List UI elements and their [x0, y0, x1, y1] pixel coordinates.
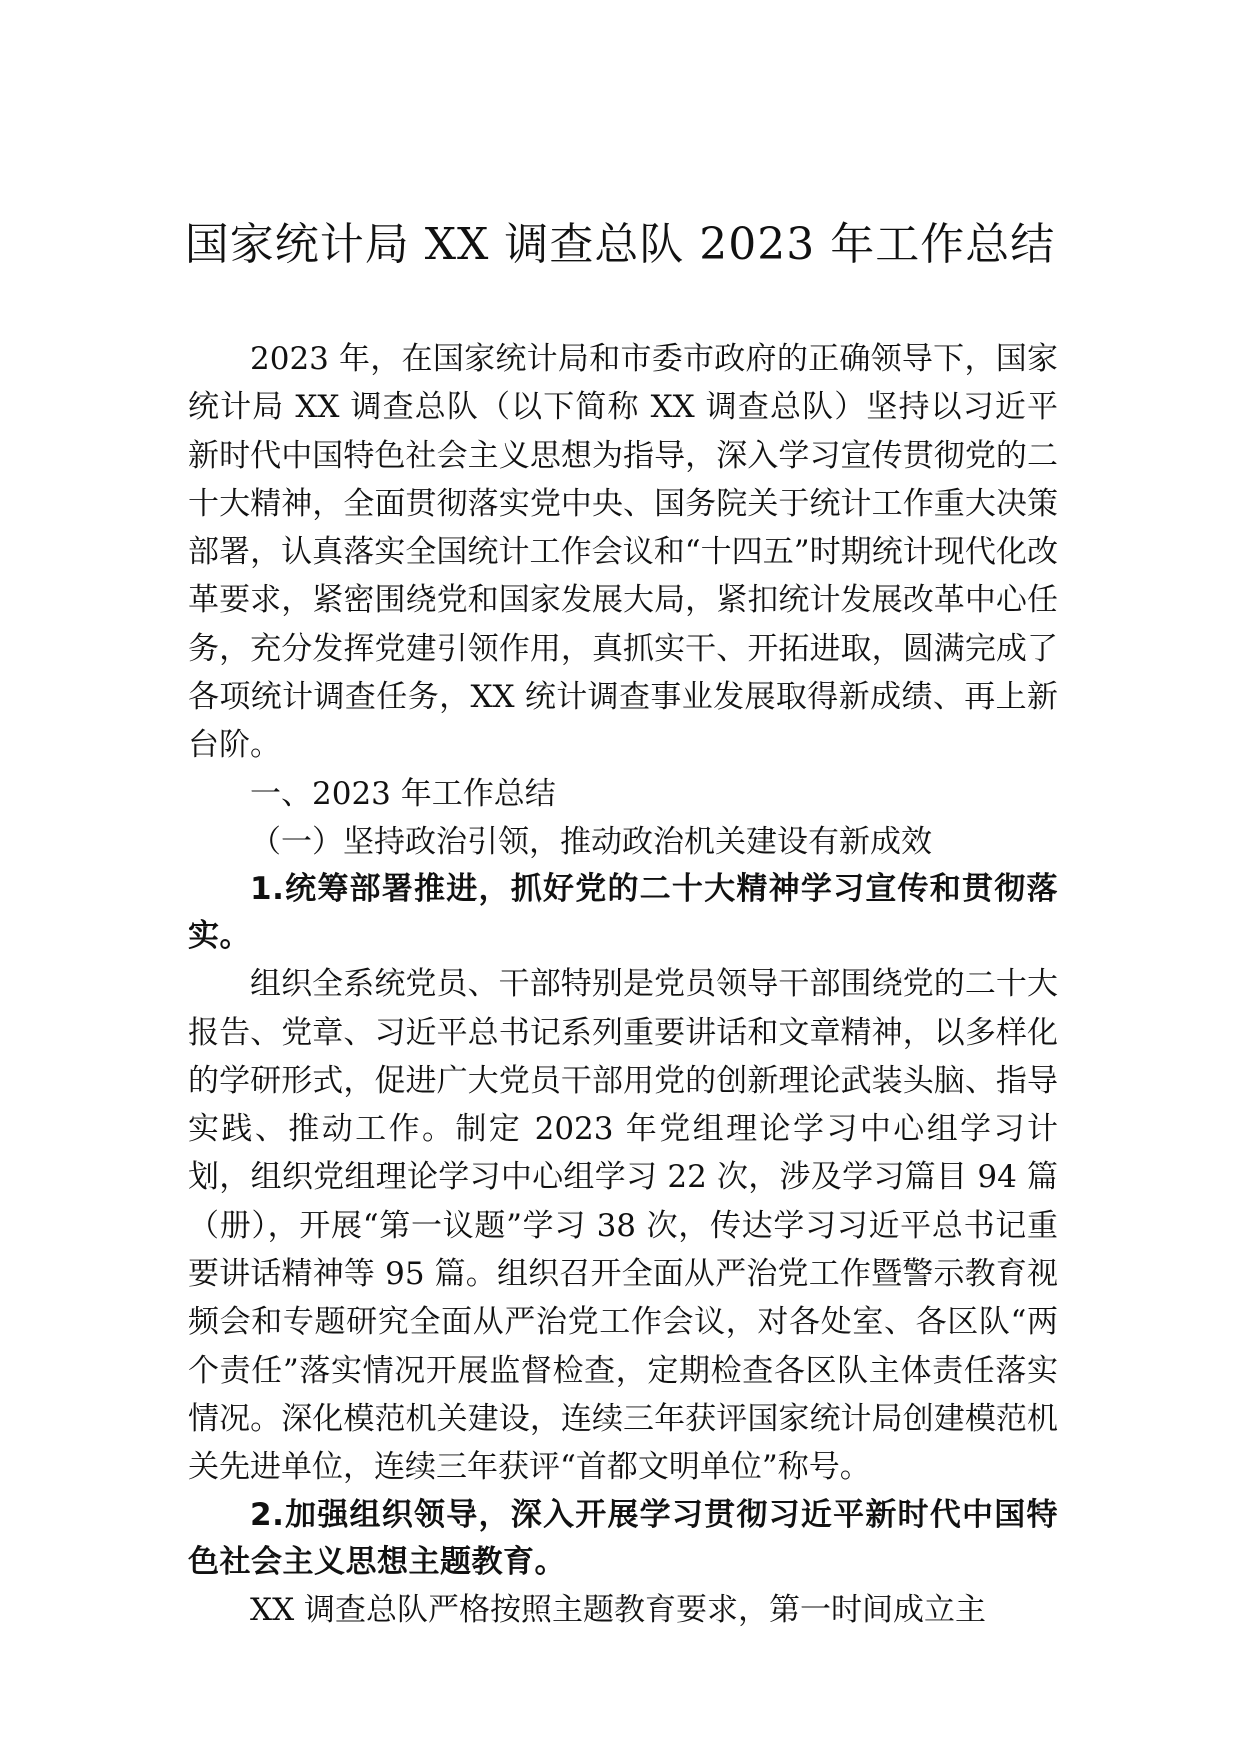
- document-title: 国家统计局 XX 调查总队 2023 年工作总结: [184, 219, 1056, 270]
- body-paragraph-2: XX 调查总队严格按照主题教育要求，第一时间成立主: [250, 1591, 986, 1628]
- section-heading-1: 一、2023 年工作总结: [250, 775, 556, 812]
- body-paragraph-1: 组织全系统党员、干部特别是党员领导干部围绕党的二十大报告、党章、习近平总书记系列重要讲话和文章精神，以多样化的学研形式，促进广大党员干部用党的创新理论武装头脑、指导实践、推动工作。制定 2023 年党组理论学习中心组学习计划，组织党组理论学习中心组学习 22 次，涉及学习篇目 94 篇（册），开展“第一议题”学习 38 次，传达学习习近平总书记重要讲话精神等 95 篇。组织召开全面从严治党工作暨警示教育视频会和专题研究全面从严治党工作会议，对各处室、各区队“两个责任”落实情况开展监督检查，定期检查各区队主体责任落实情况。深化模范机关建设，连续三年获评国家统计局创建模范机关先进单位，连续三年获评“首都文明单位”称号。: [188, 966, 1058, 1486]
- item-heading-2: 2.加强组织领导，深入开展学习贯彻习近平新时代中国特色社会主义思想主题教育。: [188, 1496, 1058, 1580]
- item-heading-1: 1.统筹部署推进，抓好党的二十大精神学习宣传和贯彻落实。: [188, 871, 1058, 955]
- document-body: [188, 335, 1058, 1634]
- subsection-heading-1: （一）坚持政治引领，推动政治机关建设有新成效: [250, 823, 932, 860]
- intro-paragraph: 2023 年，在国家统计局和市委市政府的正确领导下，国家统计局 XX 调查总队（以下简称 XX 调查总队）坚持以习近平新时代中国特色社会主义思想为指导，深入学习宣传贯彻党的二十大精神，全面贯彻落实党中央、国务院关于统计工作重大决策部署，认真落实全国统计工作会议和“十四五”时期统计现代化改革要求，紧密围绕党和国家发展大局，紧扣统计发展改革中心任务，充分发挥党建引领作用，真抓实干、开拓进取，圆满完成了各项统计调查任务，XX 统计调查事业发展取得新成绩、再上新台阶。: [188, 341, 1058, 764]
